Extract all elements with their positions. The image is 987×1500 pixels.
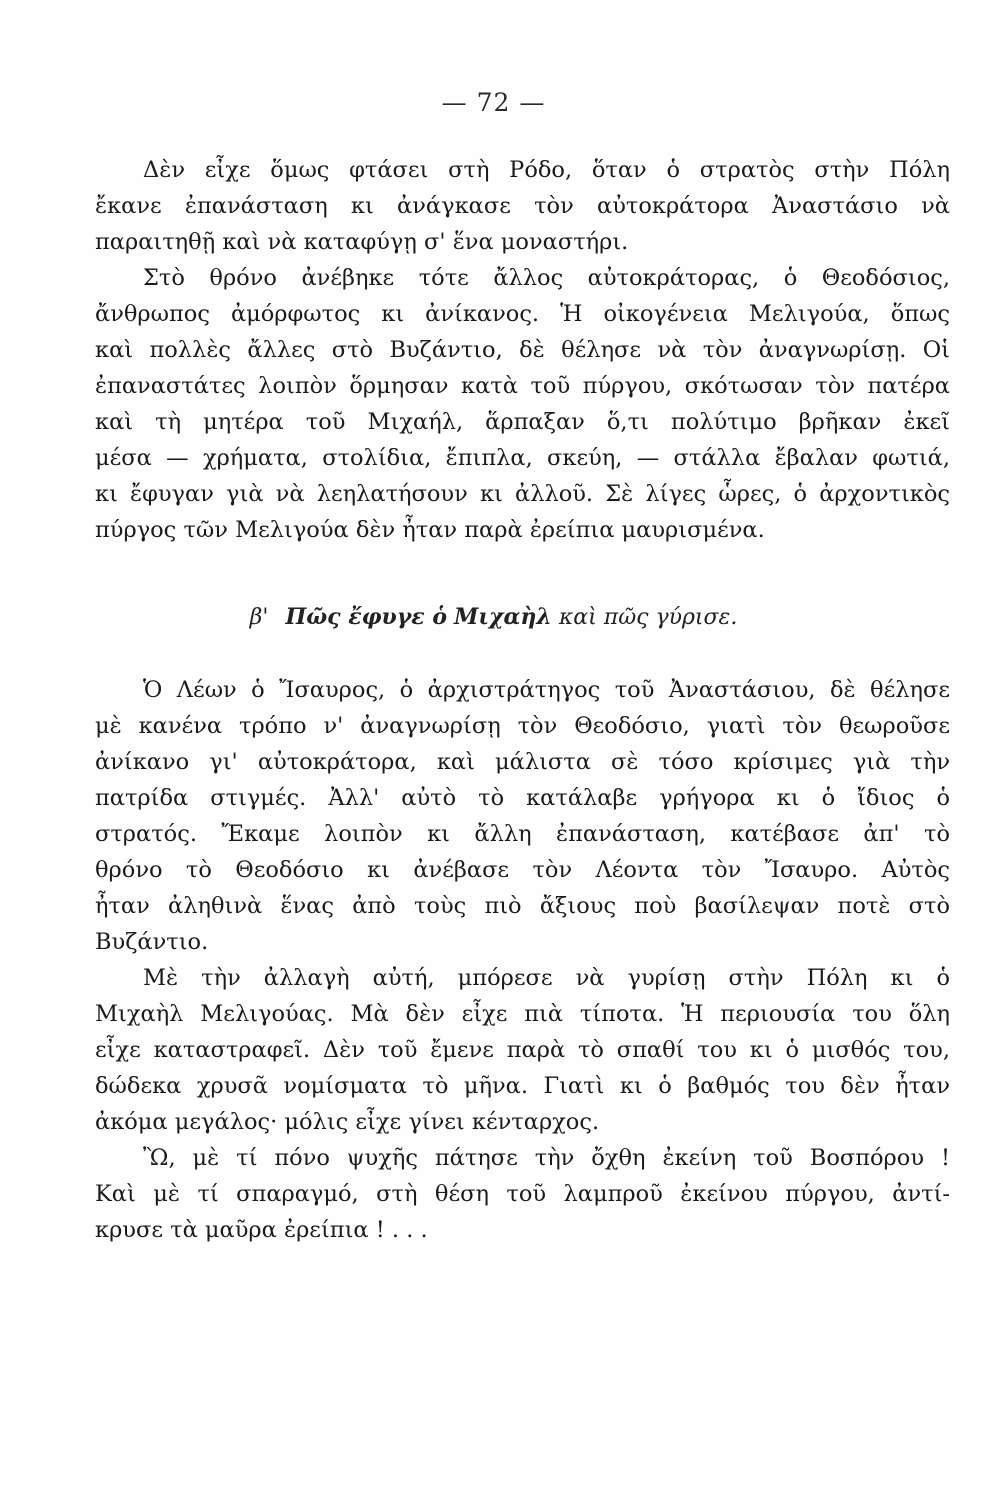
text-line: Βυζάντιο. [95,929,209,955]
heading-text-a: Πῶς ἔφυγε ὁ [285,604,447,630]
heading-text-b: Μιχαὴλ [454,604,552,630]
text-line: θρόνο τὸ Θεοδόσιο κι ἀνέβασε τὸν Λέοντα τὸν Ἴσαυρο. Αὐτὸς [95,857,950,883]
page-number: — 72 — [441,88,546,117]
text-line: καὶ πολλὲς ἄλλες στὸ Βυζάντιο, δὲ θέλησε νὰ τὸν ἀναγνωρίσῃ. Οἱ [95,337,950,363]
text-line: Μιχαὴλ Μελιγούας. Μὰ δὲν εἶχε πιὰ τίποτα. Ἡ περιουσία του ὅλη [95,1001,950,1027]
text-line: πύργος τῶν Μελιγούα δὲν ἦταν παρὰ ἐρείπια μαυρισμένα. [95,517,765,543]
text-line: εἶχε καταστραφεῖ. Δὲν τοῦ ἔμενε παρὰ τὸ σπαθί του κι ὁ μισθός του, [95,1037,950,1063]
paragraph-block-2 [95,672,950,1248]
text-line: κι ἔφυγαν γιὰ νὰ λεηλατήσουν κι ἀλλοῦ. Σὲ λίγες ὧρες, ὁ ἀρχοντικὸς [95,481,950,507]
text-line: ἦταν ἀληθινὰ ἕνας ἀπὸ τοὺς πιὸ ἄξιους ποὺ βασίλεψαν ποτὲ στὸ [95,893,950,919]
text-line: ἐπαναστάτες λοιπὸν ὅρμησαν κατὰ τοῦ πύργου, σκότωσαν τὸν πατέρα [95,373,950,399]
heading-text-c: καὶ πῶς γύρισε. [558,605,738,630]
section-marker: β' [249,605,269,630]
text-line: δώδεκα χρυσᾶ νομίσματα τὸ μῆνα. Γιατὶ κι ὁ βαθμός του δὲν ἦταν [95,1073,950,1099]
text-line: ἀνίκανο γι' αὐτοκράτορα, καὶ μάλιστα σὲ τόσο κρίσιμες γιὰ τὴν [95,749,950,775]
text-line: Ὢ, μὲ τί πόνο ψυχῆς πάτησε τὴν ὄχθη ἐκείνη τοῦ Βοσπόρου ! [143,1145,950,1171]
text-line: ἄνθρωπος ἀμόρφωτος κι ἀνίκανος. Ἡ οἰκογένεια Μελιγούα, ὅπως [95,301,950,327]
text-line: ἀκόμα μεγάλος· μόλις εἶχε γίνει κένταρχος. [95,1109,600,1135]
text-line: Μὲ τὴν ἀλλαγὴ αὐτή, μπόρεσε νὰ γυρίσῃ στὴν Πόλη κι ὁ [143,965,950,991]
text-line: μὲ κανένα τρόπο ν' ἀναγνωρίσῃ τὸν Θεοδόσιο, γιατὶ τὸν θεωροῦσε [95,713,950,739]
text-line: πατρίδα στιγμές. Ἀλλ' αὐτὸ τὸ κατάλαβε γρήγορα κι ὁ ἴδιος ὁ [95,785,950,811]
text-line: κρυσε τὰ μαῦρα ἐρείπια ! . . . [95,1217,428,1243]
text-line: Στὸ θρόνο ἀνέβηκε τότε ἄλλος αὐτοκράτορας, ὁ Θεοδόσιος, [143,265,950,291]
section-heading [0,604,987,630]
text-line: μέσα — χρήματα, στολίδια, ἔπιπλα, σκεύη, — στάλλα ἔβαλαν φωτιά, [95,445,950,471]
text-line: στρατός. Ἔκαμε λοιπὸν κι ἄλλη ἐπανάσταση, κατέβασε ἀπ' τὸ [95,821,950,847]
paragraph-block-1 [95,152,950,548]
text-line: ἔκανε ἐπανάσταση κι ἀνάγκασε τὸν αὐτοκράτορα Ἀναστάσιο νὰ [95,193,950,219]
text-line: Δὲν εἶχε ὅμως φτάσει στὴ Ρόδο, ὅταν ὁ στρατὸς στὴν Πόλη [143,157,950,183]
text-line: Ὁ Λέων ὁ Ἴσαυρος, ὁ ἀρχιστράτηγος τοῦ Ἀναστάσιου, δὲ θέλησε [143,677,950,703]
text-line: παραιτηθῇ καὶ νὰ καταφύγῃ σ' ἕνα μοναστήρι. [95,229,629,255]
text-line: καὶ τὴ μητέρα τοῦ Μιχαήλ, ἅρπαξαν ὅ,τι πολύτιμο βρῆκαν ἐκεῖ [95,409,950,435]
text-line: Καὶ μὲ τί σπαραγμό, στὴ θέση τοῦ λαμπροῦ ἐκείνου πύργου, ἀντί- [95,1181,950,1207]
